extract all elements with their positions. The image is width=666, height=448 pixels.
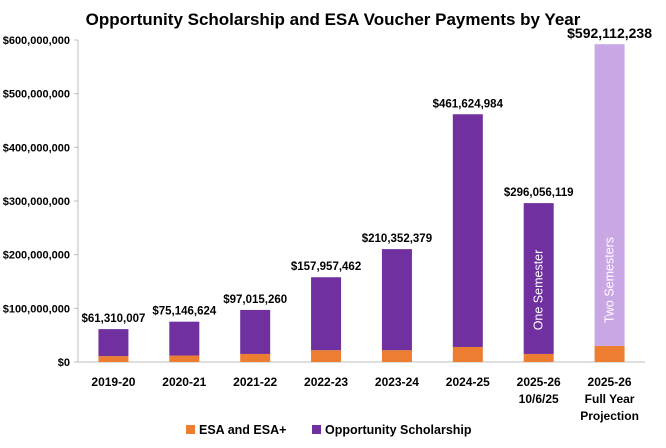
bar-opportunity-scholarship (240, 310, 270, 354)
bar-opportunity-scholarship (453, 114, 483, 347)
total-label: $592,112,238 (567, 25, 652, 42)
x-tick-label: Projection (580, 409, 639, 423)
bar-esa (311, 350, 341, 362)
bar-annotation: Two Semesters (602, 236, 617, 324)
bar-esa (595, 346, 625, 362)
y-tick-label: $200,000,000 (2, 249, 70, 262)
y-tick-label: $500,000,000 (2, 88, 70, 101)
bar-esa (169, 356, 199, 362)
legend-swatch (186, 425, 195, 434)
x-tick-label: 2025-26 (587, 375, 632, 389)
y-tick-label: $600,000,000 (2, 35, 70, 47)
x-tick-label: 2022-23 (304, 375, 349, 389)
legend (186, 423, 472, 437)
x-tick-label: 2024-25 (445, 375, 490, 389)
x-tick-label: 2019-20 (91, 375, 136, 389)
y-tick-label: $400,000,000 (2, 142, 70, 155)
total-label: $97,015,260 (223, 293, 288, 306)
data-labels (81, 25, 652, 330)
x-tick-label: 2025-26 (516, 375, 561, 389)
total-label: $61,310,007 (81, 313, 146, 326)
total-label: $157,957,462 (290, 261, 362, 274)
y-tick-label: $300,000,000 (2, 196, 70, 208)
bar-esa (98, 356, 128, 362)
total-label: $461,624,984 (432, 98, 503, 111)
bar-annotation: One Semester (531, 249, 546, 331)
x-tick-label: 2021-22 (233, 375, 278, 389)
bar-opportunity-scholarship (382, 249, 412, 350)
bar-opportunity-scholarship (98, 329, 128, 356)
y-tick-label: $0 (57, 357, 70, 369)
legend-label: Opportunity Scholarship (325, 423, 472, 437)
legend-label: ESA and ESA+ (199, 423, 287, 437)
chart-title: Opportunity Scholarship and ESA Voucher Payments by Year (85, 10, 581, 29)
bar-esa (524, 354, 554, 362)
total-label: $296,056,119 (503, 187, 574, 200)
total-label: $75,146,624 (152, 305, 217, 318)
legend-swatch (312, 425, 321, 434)
bar-esa (453, 347, 483, 362)
x-tick-label: 2020-21 (162, 375, 207, 389)
bar-esa (382, 350, 412, 362)
x-tick-label: 2023-24 (374, 375, 419, 389)
total-label: $210,352,379 (361, 233, 433, 246)
bar-opportunity-scholarship (169, 322, 199, 356)
y-tick-label: $100,000,000 (2, 303, 70, 316)
bar-opportunity-scholarship (311, 277, 341, 350)
x-tick-label: 10/6/25 (518, 392, 559, 406)
bar-esa (240, 354, 270, 362)
x-tick-label: Full Year (584, 392, 635, 406)
